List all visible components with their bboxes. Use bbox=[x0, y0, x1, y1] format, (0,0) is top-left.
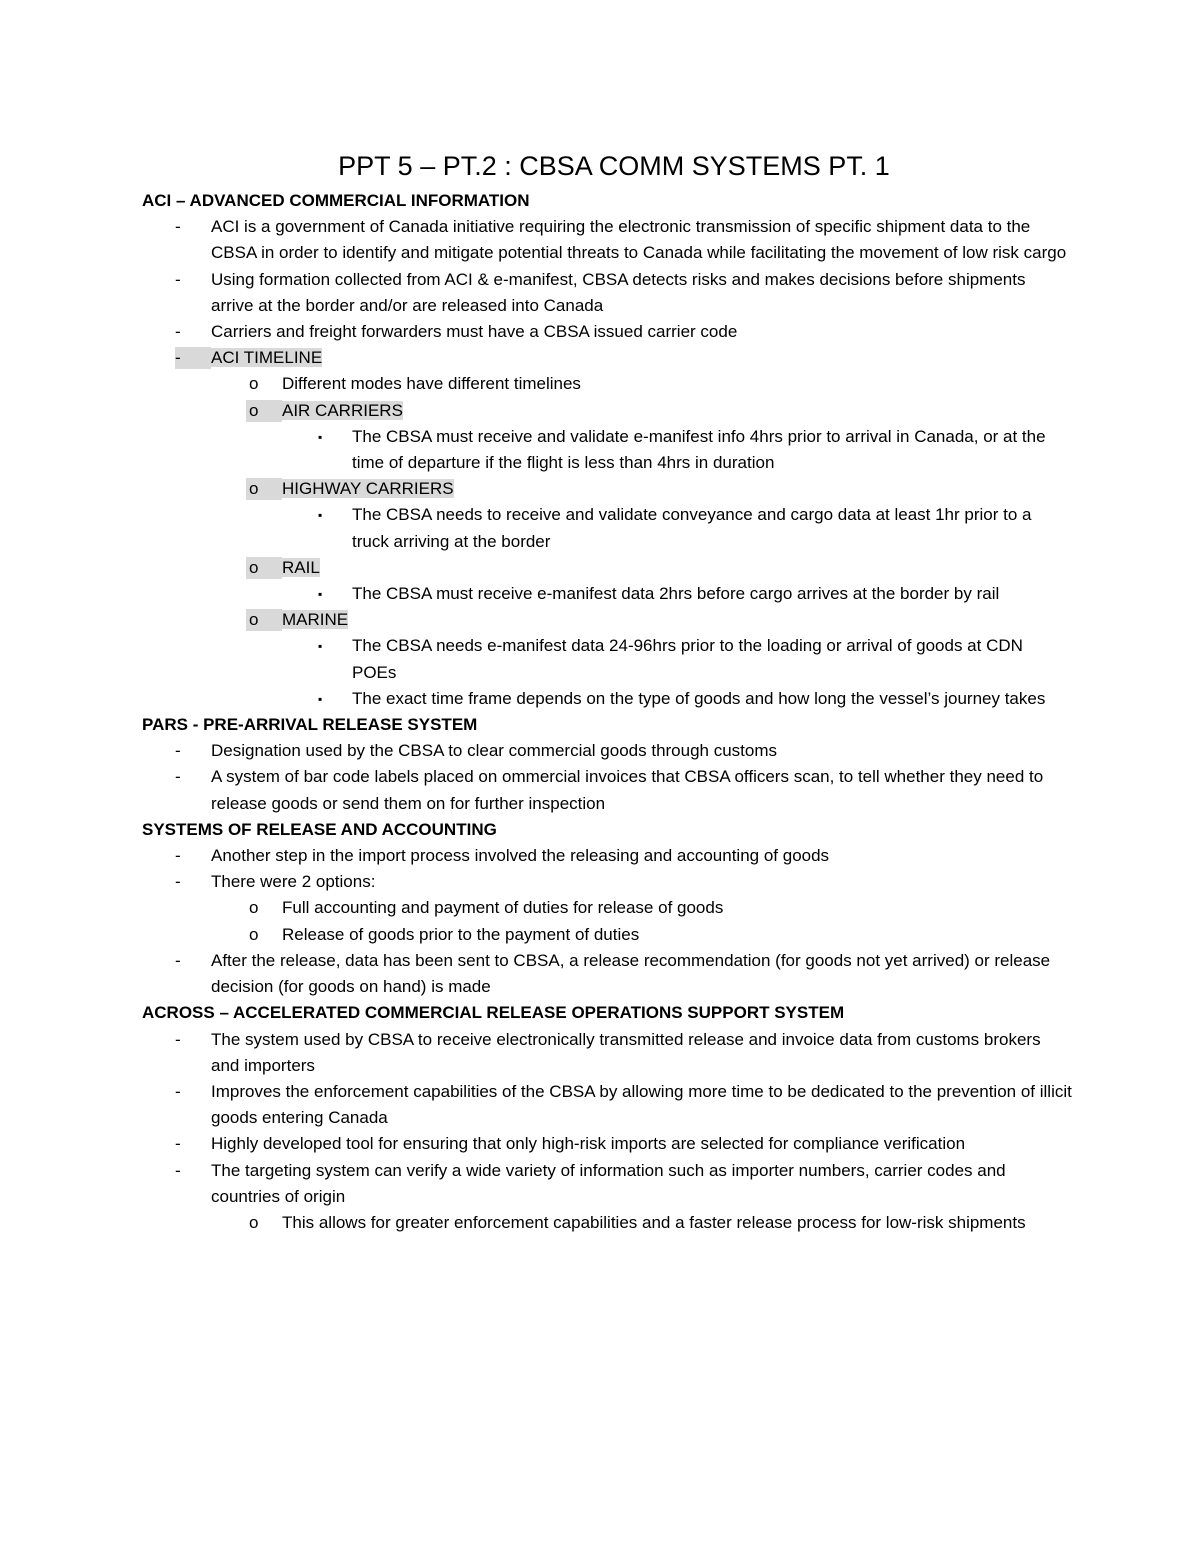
highlighted-label: ACI TIMELINE bbox=[211, 348, 323, 368]
section-heading-sra: SYSTEMS OF RELEASE AND ACCOUNTING bbox=[142, 819, 497, 839]
highlighted-label: AIR CARRIERS bbox=[282, 400, 403, 420]
list-item: - After the release, data has been sent to CBSA, a release recommendation (for goods not yet arrived) or release decision (for goods on hand) is made bbox=[142, 948, 1072, 1000]
list-item: ▪ The CBSA must receive and validate e-manifest info 4hrs prior to arrival in Canada, or at the time of departure if the flight is less than 4hrs in duration bbox=[142, 424, 1072, 476]
dash-bullet: - bbox=[175, 767, 181, 787]
circle-bullet: o bbox=[249, 1212, 259, 1232]
dash-bullet: - bbox=[175, 950, 181, 970]
circle-bullet: o bbox=[249, 924, 259, 944]
circle-bullet: o bbox=[249, 898, 259, 918]
aci-timeline-item bbox=[142, 345, 1072, 712]
square-bullet: ▪ bbox=[318, 508, 323, 523]
dash-bullet: - bbox=[175, 1081, 181, 1101]
list-item: - The targeting system can verify a wide variety of information such as importer numbers, carrier codes and countries of origin o This allows for greater enforcement capabilities and a faster release process for low-risk shipments bbox=[142, 1158, 1072, 1237]
dash-bullet: - bbox=[175, 348, 181, 368]
list-item: - Carriers and freight forwarders must have a CBSA issued carrier code bbox=[142, 319, 1072, 345]
section-heading-across: ACROSS – ACCELERATED COMMERCIAL RELEASE OPERATIONS SUPPORT SYSTEM bbox=[142, 1003, 845, 1023]
list-item: ▪ The exact time frame depends on the type of goods and how long the vessel’s journey takes bbox=[142, 686, 1072, 712]
dash-bullet: - bbox=[175, 322, 181, 342]
highlighted-label: HIGHWAY CARRIERS bbox=[282, 479, 454, 499]
dash-bullet: - bbox=[175, 1160, 181, 1180]
dash-bullet: - bbox=[175, 846, 181, 866]
list-item: - There were 2 options: o Full accounting and payment of duties for release of goods o Release of goods prior to the payment of duties bbox=[142, 869, 1072, 948]
list-item: - Designation used by the CBSA to clear commercial goods through customs bbox=[142, 738, 1072, 764]
list-item: o Release of goods prior to the payment of duties bbox=[142, 922, 1072, 948]
mode-air bbox=[142, 398, 1072, 477]
sra-list bbox=[142, 843, 1072, 1000]
circle-bullet: o bbox=[249, 557, 259, 577]
list-item: - Another step in the import process involved the releasing and accounting of goods bbox=[142, 843, 1072, 869]
dash-bullet: - bbox=[175, 217, 181, 237]
list-item: - A system of bar code labels placed on ommercial invoices that CBSA officers scan, to tell whether they need to release goods or send them on for further inspection bbox=[142, 764, 1072, 816]
mode-points bbox=[282, 502, 1072, 554]
section-heading-pars: PARS - PRE-ARRIVAL RELEASE SYSTEM bbox=[142, 715, 478, 735]
highlighted-label: MARINE bbox=[282, 610, 349, 630]
list-item: - ACI is a government of Canada initiative requiring the electronic transmission of specific shipment data to the CBSA in order to identify and mitigate potential threats to Canada while facilitating the movement of low risk cargo bbox=[142, 214, 1072, 266]
pars-list bbox=[142, 738, 1072, 817]
circle-bullet: o bbox=[249, 400, 259, 420]
list-item: ▪ The CBSA needs to receive and validate conveyance and cargo data at least 1hr prior to a truck arriving at the border bbox=[142, 502, 1072, 554]
dash-bullet: - bbox=[175, 741, 181, 761]
dash-bullet: - bbox=[175, 872, 181, 892]
list-item: - Improves the enforcement capabilities of the CBSA by allowing more time to be dedicated to the prevention of illicit goods entering Canada bbox=[142, 1079, 1072, 1131]
mode-rail bbox=[142, 555, 1072, 607]
square-bullet: ▪ bbox=[318, 639, 323, 654]
square-bullet: ▪ bbox=[318, 587, 323, 602]
list-item: o Different modes have different timelines bbox=[142, 371, 1072, 397]
list-item: - The system used by CBSA to receive electronically transmitted release and invoice data from customs brokers and importers bbox=[142, 1027, 1072, 1079]
highlighted-label: RAIL bbox=[282, 557, 320, 577]
list-item: ▪ The CBSA needs e-manifest data 24-96hrs prior to the loading or arrival of goods at CDN POEs bbox=[142, 633, 1072, 685]
across-list bbox=[142, 1027, 1072, 1237]
section-heading-aci: ACI – ADVANCED COMMERCIAL INFORMATION bbox=[142, 191, 530, 210]
mode-points bbox=[282, 633, 1072, 712]
mode-marine bbox=[142, 607, 1072, 712]
dash-bullet: - bbox=[175, 1029, 181, 1049]
document-page bbox=[142, 146, 1072, 1236]
list-item: - Using formation collected from ACI & e-manifest, CBSA detects risks and makes decisions before shipments arrive at the border and/or are released into Canada bbox=[142, 267, 1072, 319]
list-item: - Highly developed tool for ensuring that only high-risk imports are selected for compliance verification bbox=[142, 1131, 1072, 1157]
circle-bullet: o bbox=[249, 610, 259, 630]
mode-points bbox=[282, 581, 1072, 607]
aci-list bbox=[142, 214, 1072, 712]
page-title: PPT 5 – PT.2 : CBSA COMM SYSTEMS PT. 1 bbox=[338, 151, 890, 181]
square-bullet: ▪ bbox=[318, 429, 323, 444]
square-bullet: ▪ bbox=[318, 691, 323, 706]
mode-highway bbox=[142, 476, 1072, 555]
list-item: o This allows for greater enforcement capabilities and a faster release process for low-risk shipments bbox=[142, 1210, 1072, 1236]
sub-list bbox=[211, 1210, 1072, 1236]
circle-bullet: o bbox=[249, 374, 259, 394]
circle-bullet: o bbox=[249, 479, 259, 499]
list-item: o Full accounting and payment of duties for release of goods bbox=[142, 895, 1072, 921]
dash-bullet: - bbox=[175, 1134, 181, 1154]
options-list bbox=[211, 895, 1072, 947]
dash-bullet: - bbox=[175, 269, 181, 289]
timeline-list bbox=[211, 371, 1072, 712]
mode-points bbox=[282, 424, 1072, 476]
list-item: ▪ The CBSA must receive e-manifest data 2hrs before cargo arrives at the border by rail bbox=[142, 581, 1072, 607]
